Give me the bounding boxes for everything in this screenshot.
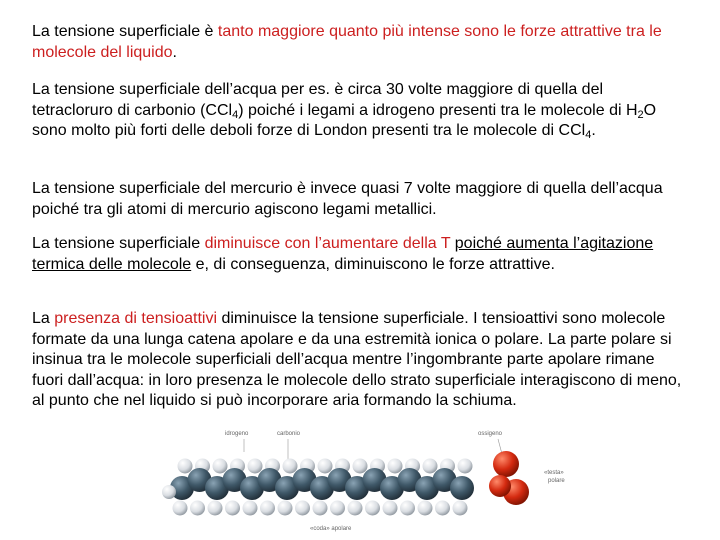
label-polar-head-2: polare — [548, 478, 565, 484]
hydrogen-atom — [213, 459, 228, 474]
hydrogen-atom — [190, 501, 205, 516]
paragraph-mercury — [32, 179, 682, 220]
p2-text-4: . — [591, 122, 596, 139]
hydrogen-atom — [162, 485, 176, 499]
hydrogen-atom — [208, 501, 223, 516]
carbon-atom — [450, 476, 474, 500]
paragraph-temperature-effect — [32, 234, 682, 275]
molecule-drawing — [160, 430, 590, 525]
p1-text-1: La tensione superficiale è — [32, 23, 218, 40]
p4-text-2: e, di conseguenza, diminuiscono le forze attrattive. — [191, 255, 555, 273]
paragraph-water-vs-ccl4 — [32, 80, 682, 142]
p2-subscript-3: 4 — [585, 129, 592, 141]
hydrogen-atom — [283, 459, 298, 474]
hydrogen-atom — [418, 501, 433, 516]
hydrogen-atom — [365, 501, 380, 516]
p2-text-2: ) poiché i legami a idrogeno presenti tra le molecole di H — [238, 101, 638, 119]
hydrogen-atom — [318, 459, 333, 474]
hydrogen-atom — [178, 459, 193, 474]
p3-text-1: La tensione superficiale del mercurio è invece quasi 7 volte maggiore di quella dell’acqua poiché tra gli atomi di mercurio agiscono legami metallici. — [32, 180, 663, 218]
p5-text-1: La — [32, 310, 55, 327]
p2-text-3: O sono molto più forti delle deboli forze di London presenti tra le molecole di CCl — [32, 101, 657, 139]
p4-highlight: diminuisce con l’aumentare della T — [204, 235, 451, 252]
p1-text-2: . — [172, 43, 177, 61]
hydrogen-atom — [388, 459, 403, 474]
hydrogen-atom — [453, 501, 468, 516]
paragraph-surfactants — [32, 309, 682, 412]
paragraph-surface-tension-definition — [32, 22, 682, 63]
hydrogen-atom — [278, 501, 293, 516]
hydrogen-atom — [225, 501, 240, 516]
p5-text-2: diminuisce la tensione superficiale. I tensioattivi sono molecole formate da una lunga catena apolare e da una estremità ionica o polare. La parte polare si insinua tra le molecole superficiali dell’acqua mentre l’ingombrante parte apolare rimane fuori dall’acqua: in loro presenza le molecole dello strato superficiale interagiscono di meno, al punto che nel liquido si può incorporare aria formando la schiuma. — [32, 310, 682, 409]
oxygen-atom — [489, 475, 511, 497]
label-apolar-tail: «coda» apolare — [310, 526, 352, 532]
hydrogen-atom — [295, 501, 310, 516]
hydrogen-atom — [173, 501, 188, 516]
hydrogen-atom — [330, 501, 345, 516]
hydrogen-atom — [348, 501, 363, 516]
hydrogen-atom — [248, 459, 263, 474]
hydrogen-atom — [400, 501, 415, 516]
p4-underlined: poiché aumenta l’agitazione termica delle molecole — [32, 235, 654, 273]
p2-subscript-2: 2 — [637, 108, 644, 121]
hydrogen-atom — [260, 501, 275, 516]
surfactant-molecule-figure — [160, 430, 590, 540]
oxygen-atom — [493, 451, 519, 477]
hydrogen-atom — [313, 501, 328, 516]
p4-text-1: La tensione superficiale — [32, 235, 205, 252]
hydrogen-atom — [423, 459, 438, 474]
p1-highlight: tanto maggiore quanto più intense sono le forze attrattive tra le molecole del liquido — [32, 23, 662, 61]
hydrogen-atom — [458, 459, 473, 474]
hydrogen-atom — [435, 501, 450, 516]
p2-subscript-1: 4 — [232, 108, 239, 121]
label-carbon: carbonio — [277, 431, 301, 437]
hydrogen-atom — [353, 459, 368, 474]
label-hydrogen: idrogeno — [225, 431, 249, 437]
label-oxygen: ossigeno — [478, 431, 503, 437]
p5-highlight: presenza di tensioattivi — [54, 310, 218, 327]
hydrogen-atom — [243, 501, 258, 516]
label-polar-head-1: «testa» — [544, 470, 564, 476]
hydrogen-atom — [383, 501, 398, 516]
p2-text-1: La tensione superficiale dell’acqua per es. è circa 30 volte maggiore di quella del tetracloruro di carbonio (CCl — [32, 81, 604, 119]
oxygen-pointer-line — [498, 439, 502, 454]
